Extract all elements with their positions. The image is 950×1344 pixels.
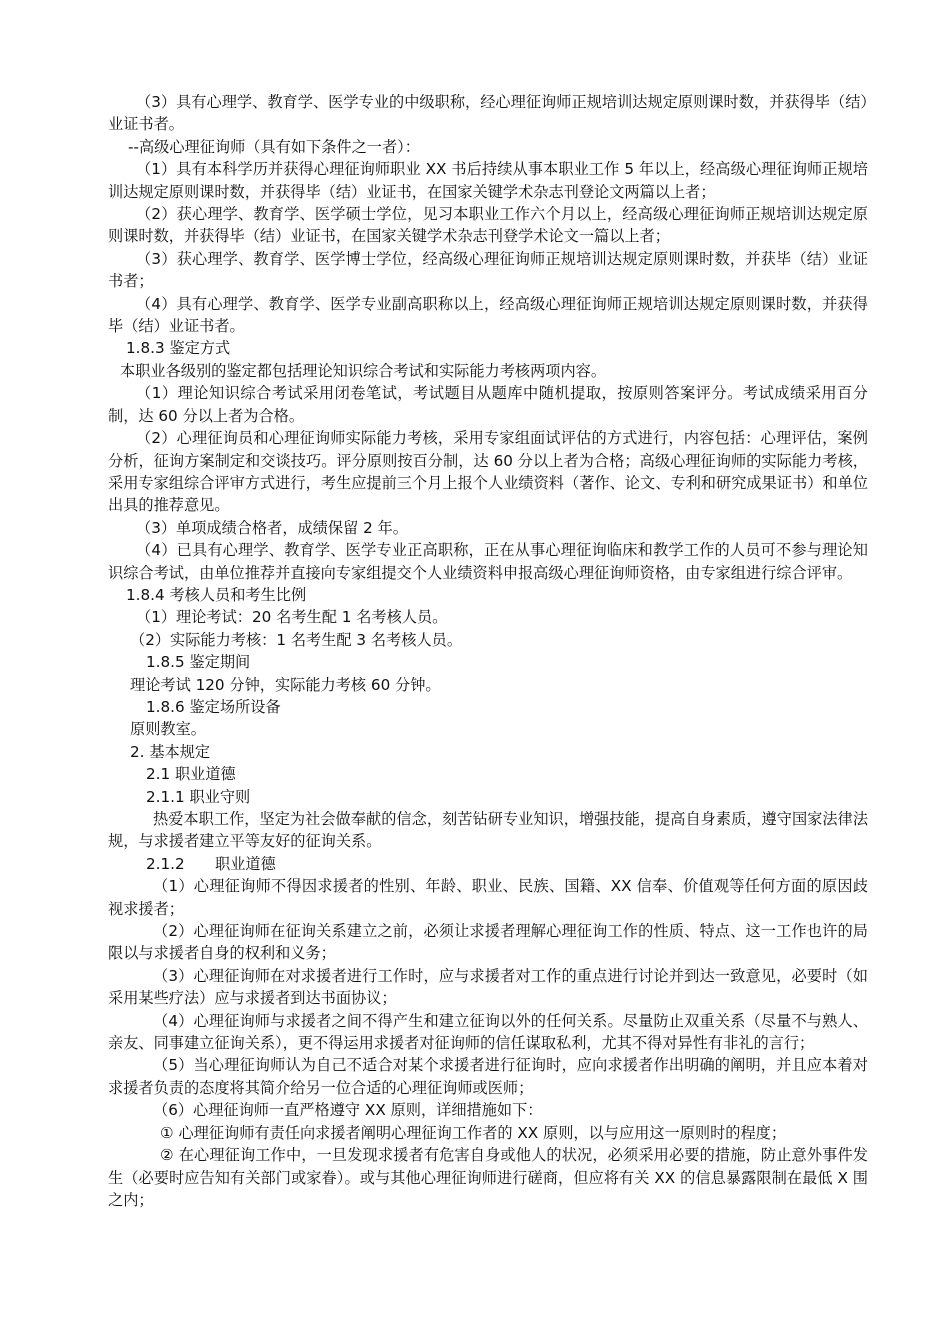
paragraph: （2）心理征询员和心理征询师实际能力考核，采用专家组面试评估的方式进行，内容包括：心理评估，案例分析，征询方案制定和交谈技巧。评分原则按百分制，达 60 分以上者为合格；高级心理征询师的实际能力考核，采用专家组综合评审方式进行，考生应提前三个月上报个人业绩资料（著作、论文、专利和研究成果证书）和单位出具的推荐意见。 bbox=[108, 429, 868, 515]
paragraph: （2）获心理学、教育学、医学硕士学位，见习本职业工作六个月以上，经高级心理征询师正规培训达规定原则课时数，并获得毕（结）业证书，在国家关键学术杂志刊登学术论文一篇以上者； bbox=[108, 205, 868, 246]
paragraph: （5）当心理征询师认为自己不适合对某个求援者进行征询时，应向求援者作出明确的阐明，并且应本着对求援者负责的态度将其简介给另一位合适的心理征询师或医师； bbox=[108, 1056, 868, 1097]
section-heading-2-1-1: 2.1.1 职业守则 bbox=[146, 787, 251, 806]
section-heading-1-8-6: 1.8.6 鉴定场所设备 bbox=[146, 697, 281, 716]
paragraph: （4）心理征询师与求援者之间不得产生和建立征询以外的任何关系。尽量防止双重关系（尽量不与熟人、亲友、同事建立征询关系），更不得运用求援者对征询师的信任谋取私利，尤其不得对异性有非礼的言行； bbox=[108, 1011, 868, 1053]
paragraph: （3）单项成绩合格者，成绩保留 2 年。 bbox=[136, 518, 408, 537]
paragraph: （4）已具有心理学、教育学、医学专业正高职称，正在从事心理征询临床和教学工作的人员可不参与理论知识综合考试，由单位推荐并直接向专家组提交个人业绩资料申报高级心理征询师资格，由专家组进行综合评审。 bbox=[108, 541, 868, 582]
paragraph: （3）获心理学、教育学、医学博士学位，经高级心理征询师正规培训达规定原则课时数，并获毕（结）业证书者； bbox=[108, 249, 868, 291]
section-heading-2: 2. 基本规定 bbox=[130, 742, 211, 761]
paragraph: （1）心理征询师不得因求援者的性别、年龄、职业、民族、国籍、XX 信奉、价值观等任何方面的原因歧视求援者； bbox=[108, 877, 868, 918]
section-heading-1-8-4: 1.8.4 考核人员和考生比例 bbox=[126, 585, 307, 604]
section-heading-1-8-3: 1.8.3 鉴定方式 bbox=[126, 339, 231, 358]
paragraph: （2）心理征询师在征询关系建立之前，必须让求援者理解心理征询工作的性质、特点、这一工作也许的局限以与求援者自身的权利和义务； bbox=[108, 922, 868, 963]
paragraph: 本职业各级别的鉴定都包括理论知识综合考试和实际能力考核两项内容。 bbox=[120, 361, 606, 380]
paragraph: 热爱本职工作，坚定为社会做奉献的信念，刻苦钻研专业知识，增强技能，提高自身素质，遵守国家法律法规，与求援者建立平等友好的征询关系。 bbox=[108, 810, 868, 851]
paragraph: （1）具有本科学历并获得心理征询师职业 XX 书后持续从事本职业工作 5 年以上，经高级心理征询师正规培训达规定原则课时数，并获得毕（结）业证书，在国家关键学术杂志刊登论文两篇以上者； bbox=[108, 160, 868, 201]
subheading-senior-counselor: --高级心理征询师（具有如下条件之一者）： bbox=[128, 137, 420, 156]
section-heading-2-1-2: 2.1.2 职业道德 bbox=[146, 854, 276, 873]
paragraph: （1）理论知识综合考试采用闭卷笔试，考试题目从题库中随机提取，按原则答案评分。考试成绩采用百分制，达 60 分以上者为合格。 bbox=[108, 384, 868, 425]
paragraph: ① 心理征询师有责任向求援者阐明心理征询工作者的 XX 原则，以与应用这一原则时的程度； bbox=[160, 1123, 787, 1142]
paragraph: （3）心理征询师在对求援者进行工作时，应与求援者对工作的重点进行讨论并到达一致意见，必要时（如采用某些疗法）应与求援者到达书面协议； bbox=[108, 966, 868, 1008]
paragraph: 原则教室。 bbox=[130, 720, 206, 739]
section-heading-2-1: 2.1 职业道德 bbox=[146, 765, 236, 784]
document-body bbox=[108, 91, 868, 1211]
paragraph: （2）实际能力考核：1 名考生配 3 名考核人员。 bbox=[130, 630, 463, 649]
paragraph: （6）心理征询师一直严格遵守 XX 原则，详细措施如下： bbox=[153, 1101, 543, 1120]
paragraph: 理论考试 120 分钟，实际能力考核 60 分钟。 bbox=[130, 675, 441, 694]
paragraph: （4）具有心理学、教育学、医学专业副高职称以上，经高级心理征询师正规培训达规定原则课时数，并获得毕（结）业证书者。 bbox=[108, 294, 868, 336]
section-heading-1-8-5: 1.8.5 鉴定期间 bbox=[146, 653, 251, 672]
paragraph: （3）具有心理学、教育学、医学专业的中级职称，经心理征询师正规培训达规定原则课时数，并获得毕（结）业证书者。 bbox=[108, 93, 868, 134]
paragraph: （1）理论考试：20 名考生配 1 名考核人员。 bbox=[136, 608, 448, 627]
paragraph: ② 在心理征询工作中，一旦发现求援者有危害自身或他人的状况，必须采用必要的措施，防止意外事件发生（必要时应告知有关部门或家眷）。或与其他心理征询师进行磋商，但应将有关 XX 的信息暴露限制在最低 X 围之内； bbox=[108, 1146, 868, 1209]
